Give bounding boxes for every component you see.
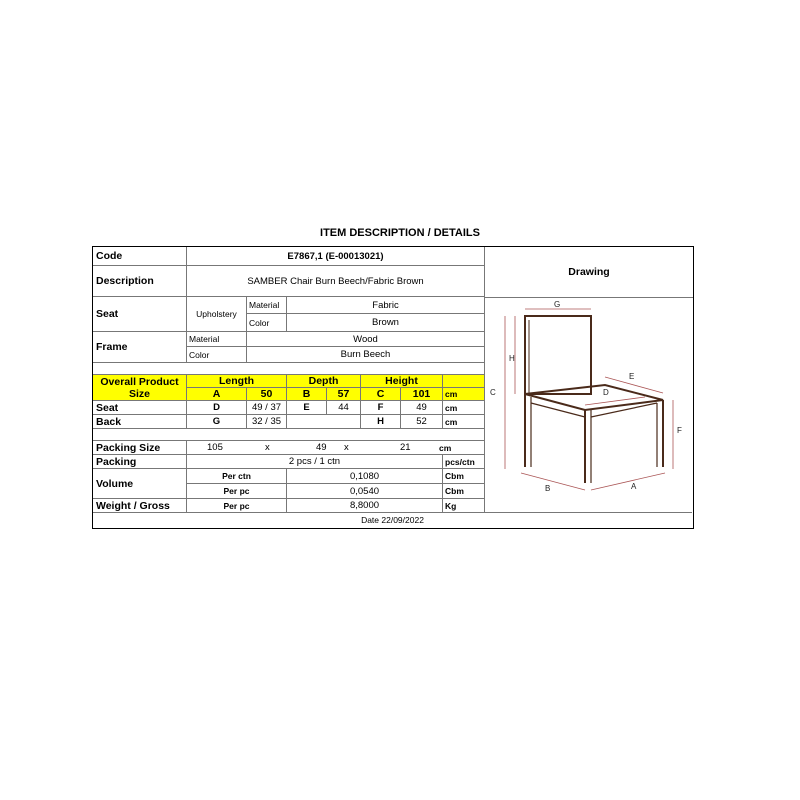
packing-size-values xyxy=(187,441,485,455)
volume-per-ctn-unit: Cbm xyxy=(443,469,485,484)
dim-line-b xyxy=(521,473,585,490)
dim-value-f: 49 xyxy=(401,401,443,415)
packing-size-height: 21 xyxy=(400,442,411,453)
drawing-letter-a: A xyxy=(631,482,637,491)
weight-value: 8,8000 xyxy=(287,499,443,513)
drawing-letter-b: B xyxy=(545,484,551,493)
dim-value-h: 52 xyxy=(401,415,443,429)
seat-label: Seat xyxy=(93,297,187,332)
unit-header-blank xyxy=(443,375,485,388)
frame-material-label: Material xyxy=(187,332,247,347)
frame-material-value: Wood xyxy=(247,332,485,347)
dim-value-b: 57 xyxy=(327,388,361,401)
packing-value: 2 pcs / 1 ctn xyxy=(187,455,443,469)
height-header: Height xyxy=(361,375,443,388)
weight-per-pc-label: Per pc xyxy=(187,499,287,513)
dim-letter-a: A xyxy=(187,388,247,401)
dimension-lines xyxy=(505,309,673,490)
chair-drawing-svg xyxy=(485,297,693,513)
dim-unit-back: cm xyxy=(443,415,485,429)
overall-size-header-line1: Overall Product xyxy=(100,375,179,388)
drawing-letter-c: C xyxy=(490,388,496,397)
dim-letter-g: G xyxy=(187,415,247,429)
depth-header: Depth xyxy=(287,375,361,388)
volume-per-pc-unit: Cbm xyxy=(443,484,485,499)
packing-size-unit: cm xyxy=(439,442,452,453)
frame-color-label: Color xyxy=(187,347,247,363)
packing-size-x1: x xyxy=(265,442,270,453)
date-footer: Date 22/09/2022 xyxy=(361,515,424,525)
dim-unit-seat: cm xyxy=(443,401,485,415)
dim-value-c: 101 xyxy=(401,388,443,401)
spacer-row-2 xyxy=(93,429,485,441)
dim-letter-b: B xyxy=(287,388,327,401)
drawing-letter-d: D xyxy=(603,388,609,397)
back-dims-label: Back xyxy=(93,415,187,429)
chair-backrest xyxy=(525,316,591,394)
code-label: Code xyxy=(93,247,187,266)
code-value: E7867,1 (E-00013021) xyxy=(187,247,485,266)
packing-unit: pcs/ctn xyxy=(443,455,485,469)
chair-apron-left xyxy=(531,403,585,417)
item-details-sheet xyxy=(92,246,694,529)
volume-per-ctn-value: 0,1080 xyxy=(287,469,443,484)
dim-letter-f: F xyxy=(361,401,401,415)
description-value: SAMBER Chair Burn Beech/Fabric Brown xyxy=(187,266,485,297)
seat-upholstery: Upholstery xyxy=(187,297,247,332)
drawing-letter-f: F xyxy=(677,426,682,435)
volume-per-pc-label: Per pc xyxy=(187,484,287,499)
frame-color-value: Burn Beech xyxy=(247,347,485,363)
dim-letter-h: H xyxy=(361,415,401,429)
packing-size-width: 49 xyxy=(316,442,327,453)
overall-size-header xyxy=(93,375,187,401)
dim-unit-overall: cm xyxy=(443,388,485,401)
volume-per-ctn-label: Per ctn xyxy=(187,469,287,484)
dim-value-e: 44 xyxy=(327,401,361,415)
dim-value-g: 32 / 35 xyxy=(247,415,287,429)
dim-letter-c: C xyxy=(361,388,401,401)
drawing-letter-g: G xyxy=(554,300,561,309)
seat-color-value: Brown xyxy=(287,314,485,332)
back-dims-blank xyxy=(287,415,361,429)
overall-size-header-line2: Size xyxy=(128,387,150,400)
drawing-heading: Drawing xyxy=(485,247,693,298)
frame-label: Frame xyxy=(93,332,187,363)
volume-label: Volume xyxy=(93,469,187,499)
dim-value-d: 49 / 37 xyxy=(247,401,287,415)
dim-letter-e: E xyxy=(287,401,327,415)
seat-color-label: Color xyxy=(247,314,287,332)
dim-line-a xyxy=(591,473,665,490)
packing-size-length: 105 xyxy=(207,442,223,453)
chair-drawing xyxy=(485,297,693,513)
sheet-title: ITEM DESCRIPTION / DETAILS xyxy=(320,227,480,239)
weight-label: Weight / Gross xyxy=(93,499,187,513)
weight-unit: Kg xyxy=(443,499,485,513)
dim-value-a: 50 xyxy=(247,388,287,401)
packing-size-label: Packing Size xyxy=(93,441,187,455)
drawing-letter-h: H xyxy=(509,354,515,363)
chair-outline xyxy=(525,316,663,483)
packing-label: Packing xyxy=(93,455,187,469)
spacer-row xyxy=(93,363,485,375)
seat-dims-label: Seat xyxy=(93,401,187,415)
volume-per-pc-value: 0,0540 xyxy=(287,484,443,499)
seat-material-value: Fabric xyxy=(287,297,485,314)
seat-material-label: Material xyxy=(247,297,287,314)
length-header: Length xyxy=(187,375,287,388)
packing-size-x2: x xyxy=(344,442,349,453)
drawing-letter-e: E xyxy=(629,372,635,381)
description-label: Description xyxy=(93,266,187,297)
dim-letter-d: D xyxy=(187,401,247,415)
